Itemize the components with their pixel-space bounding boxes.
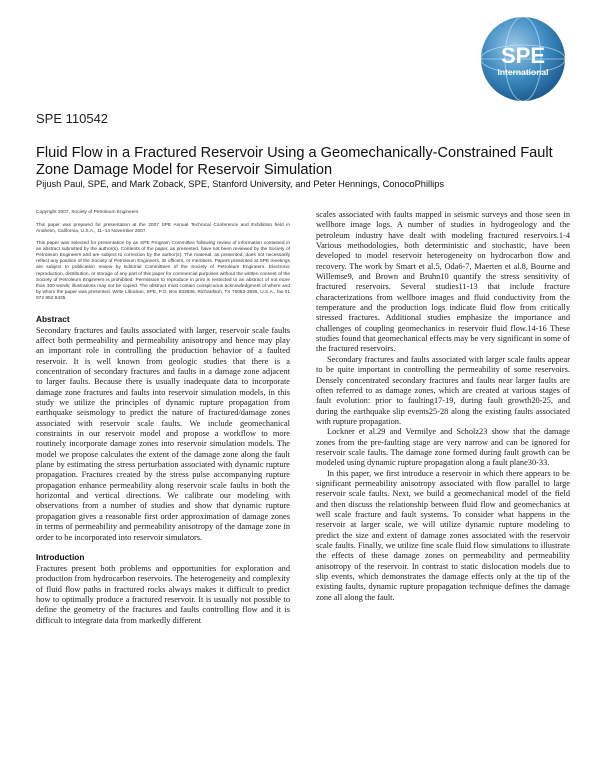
- right-column: [316, 210, 570, 603]
- logo-international-text: International: [497, 67, 549, 77]
- body-paragraph-4: In this paper, we first introduce a reservoir in which there appears to be significant permeability anisotropy associated with flow parallel to large reservoir scale faults. Next, we build a geomechanical model of the field and then discuss the relationship between fluid flow and geomechanics at well scale fracture and fault systems. To consider what happens in the reservoir at larger scale, we will utilize dynamic rupture modeling to predict the size and extent of damage zones associated with the reservoir scale faults. Finally, we utilize fine scale fluid flow simulations to illustrate the effects of these damage zones on permeability and permeability anisotropy of the reservoir. In contrast to static dislocation models due to slip events, which demonstrates the damage effects only at the tip of the existing faults, dynamic rupture propagation technique defines the damage zone all along the fault.: [316, 468, 570, 602]
- left-column: [36, 210, 290, 626]
- copyright-notice: Copyright 2007, Society of Petroleum Engineers: [36, 210, 139, 215]
- paper-title: Fluid Flow in a Fractured Reservoir Using a Geomechanically-Constrained Fault Zone Damage Model for Reservoir Simulation: [36, 145, 553, 178]
- abstract-heading: Abstract: [36, 313, 70, 324]
- body-paragraph-3: Lockner et al.29 and Vermilye and Scholz23 show that the damage zones from the pre-faulting stage are very narrow and can be ignored for reservoir scale faults. The damage zone formed during fault growth can be modeled using dynamic rupture propagation along a fault plane30-33.: [316, 427, 570, 468]
- abstract-paragraph: Secondary fractures and faults associated with larger, reservoir scale faults affect both permeability and permeability anisotropy and hence may play an important role in controlling the production behavior of a faulted reservoir. It is well known from geologic studies that there is a concentration of secondary fractures and faults in a damage zone adjacent to larger faults. Because there is usually inadequate data to incorporate damage zone fractures and faults into reservoir simulation models, in this study we utilize the principles of dynamic rupture propagation from earthquake seismology to predict the nature of fractured/damage zones associated with reservoir scale faults. We include geomechanical constraints in our reservoir model and propose a workflow to more routinely incorporate damage zones into reservoir simulation models. The model we propose calculates the extent of the damage zone along the fault plane by estimating the stress perturbation associated with dynamic rupture propagation. Fractures created by the stress pulse accompanying rupture propagation enhance permeability along reservoir scale faults in both the horizontal and vertical directions. We calibrate our modeling with observations from a number of studies and show that dynamic rupture propagation gives a reasonable first order approximation of damage zones in terms of permeability and permeability anisotropy of the damage zone in order to be incorporated into reservoir simulators.: [36, 325, 290, 542]
- introduction-paragraph: Fractures present both problems and opportunities for exploration and production from hydrocarbon reservoirs. The heterogeneity and complexity of fluid flow paths in fractured rocks always makes it difficult to predict how to optimally produce a fractured reservoir. It is usually not possible to define the geometry of the fractures and faults controlling flow and it is difficult to integrate data from markedly different: [36, 563, 290, 625]
- paper-number: SPE 110542: [36, 111, 109, 126]
- spe-international-logo: [478, 14, 568, 104]
- presentation-notice: This paper was prepared for presentation at the 2007 SPE Annual Technical Conference and Exhibition held in Anaheim, California, U.S.A., 11–14 November 2007.: [36, 223, 290, 235]
- body-paragraph-2: Secondary fractures and faults associated with larger scale faults appear to be quite important in controlling the permeability of some reservoirs. Densely concentrated secondary fractures and faults near larger faults are often referred to as damage zones, which are created at various stages of fault evolution: prior to faulting17-19, during fault growth20-25, and during the earthquake slip events25-28 along the existing faults associated with rupture propagation.: [316, 354, 570, 426]
- body-paragraph-1: scales associated with faults mapped in seismic surveys and those seen in wellbore image logs. A number of studies in hydrogeology and the petroleum industry have dealt with modeling fractured reservoirs.1-4 Various methodologies, both deterministic and stochastic, have been developed to model reservoir heterogeneity on hydrocarbon flow and recovery. The work by Smart et al.5, Oda6-7, Maerten et al.8, Bourne and Willemse9, and Brown and Bruhn10 quantify the stress sensitivity of fractured reservoirs. Several studies11-13 that include fracture characterizations from wellbore images and fluid conductivity from the temperature and the production logs indicate fluid flow from critically stressed fractures. Additional studies emphasize the importance and challenges of coupling geomechanics in reservoir fluid flow.14-16 These studies found that geomechanical effects may be very significant in some of the fractured reservoirs.: [316, 210, 570, 354]
- logo-spe-text: SPE: [500, 43, 546, 68]
- authors-line: Pijush Paul, SPE, and Mark Zoback, SPE, Stanford University, and Peter Hennings, ConocoPhillips: [36, 179, 445, 189]
- disclaimer-notice: This paper was selected for presentation by an SPE Program Committee following review of information contained in an abstract submitted by the author(s). Contents of the paper, as presented, have not been reviewed by the Society of Petroleum Engineers and are subject to correction by the author(s). The material, as presented, does not necessarily reflect any position of the Society of Petroleum Engineers, its officers, or members. Papers presented at SPE meetings are subject to publication review by Editorial Committees of the Society of Petroleum Engineers. Electronic reproduction, distribution, or storage of any part of this paper for commercial purposes without the written consent of the Society of Petroleum Engineers is prohibited. Permission to reproduce in print is restricted to an abstract of not more than 300 words; illustrations may not be copied. The abstract must contain conspicuous acknowledgment of where and by whom the paper was presented. Write Librarian, SPE, P.O. Box 833836, Richardson, TX 75083-3836, U.S.A., fax 01 972 952 9435.: [36, 240, 290, 302]
- introduction-heading: Introduction: [36, 551, 85, 562]
